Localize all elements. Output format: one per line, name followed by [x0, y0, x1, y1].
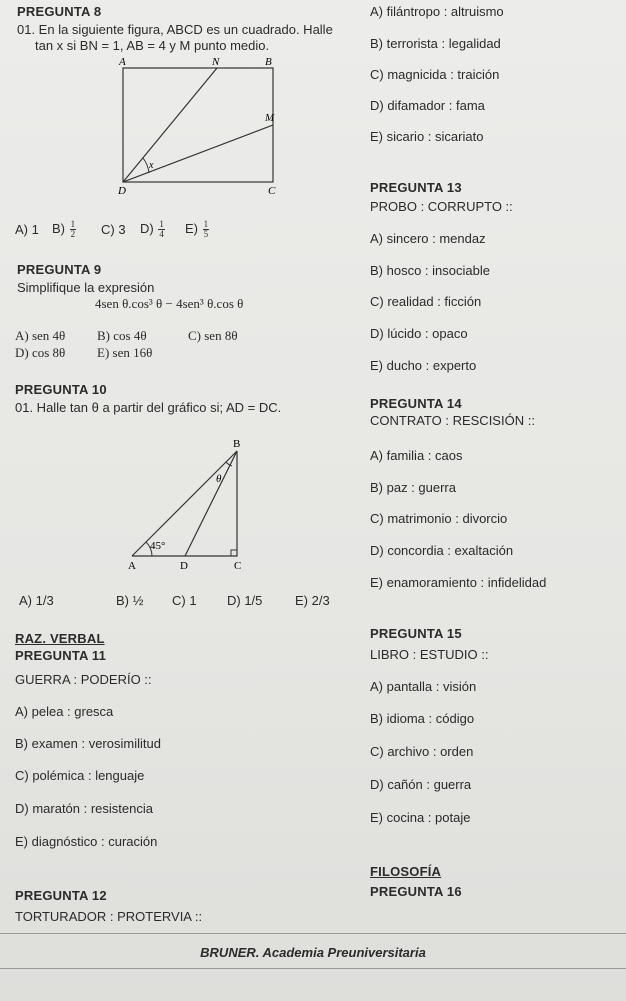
q11-option-a: A) pelea : gresca — [15, 704, 114, 719]
q10-option-e: E) 2/3 — [295, 593, 330, 608]
q9-option-c: C) sen 8θ — [188, 328, 238, 343]
q15-option-c: C) archivo : orden — [370, 744, 474, 759]
q9-option-e: E) sen 16θ — [97, 345, 153, 360]
q14-option-a: A) familia : caos — [370, 448, 463, 463]
q13-option-e: E) ducho : experto — [370, 358, 477, 373]
square-figure — [115, 56, 285, 196]
question-14-heading: PREGUNTA 14 — [370, 396, 462, 411]
question-12-stem: TORTURADOR : PROTERVIA :: — [15, 909, 203, 924]
q15-option-b: B) idioma : código — [370, 711, 475, 726]
q15-option-e: E) cocina : potaje — [370, 810, 471, 825]
fig8-label-M: M — [265, 112, 275, 124]
fig10-label-A: A — [128, 560, 136, 572]
q14-option-e: E) enamoramiento : infidelidad — [370, 575, 547, 590]
q15-option-d: D) cañón : guerra — [370, 777, 472, 792]
q13-option-a: A) sincero : mendaz — [370, 231, 486, 246]
q9-option-b: B) cos 4θ — [97, 328, 147, 343]
q13-option-b: B) hosco : insociable — [370, 263, 490, 278]
q10-option-d: D) 1/5 — [227, 593, 263, 608]
question-15-stem: LIBRO : ESTUDIO :: — [370, 647, 489, 662]
section-raz-verbal: RAZ. VERBAL — [15, 631, 105, 646]
question-9-expression: 4sen θ.cos³ θ − 4sen³ θ.cos θ — [95, 296, 244, 311]
question-16-heading: PREGUNTA 16 — [370, 884, 462, 899]
q10-option-a: A) 1/3 — [19, 593, 54, 608]
fig8-label-x: x — [149, 160, 154, 171]
q14-option-d: D) concordia : exaltación — [370, 543, 514, 558]
q8-option-c: C) 3 — [101, 222, 126, 237]
q8-option-a: A) 1 — [15, 222, 39, 237]
q14-option-c: C) matrimonio : divorcio — [370, 511, 508, 526]
question-8-text-line1: 01. En la siguiente figura, ABCD es un cuadrado. Halle — [17, 22, 333, 37]
fig10-label-B: B — [233, 438, 241, 450]
footer-title: BRUNER. Academia Preuniversitaria — [200, 945, 426, 960]
q11-option-b: B) examen : verosimilitud — [15, 736, 161, 751]
q10-option-c: C) 1 — [172, 593, 197, 608]
q15-option-a: A) pantalla : visión — [370, 679, 477, 694]
question-13-stem: PROBO : CORRUPTO :: — [370, 199, 513, 214]
question-9-heading: PREGUNTA 9 — [17, 262, 102, 277]
footer-divider-bottom — [0, 968, 626, 969]
q12-option-a: A) filántropo : altruismo — [370, 4, 504, 19]
q9-option-a: A) sen 4θ — [15, 328, 66, 343]
question-10-text: 01. Halle tan θ a partir del gráfico si; AD = DC. — [15, 400, 282, 415]
q11-option-e: E) diagnóstico : curación — [15, 834, 158, 849]
q14-option-b: B) paz : guerra — [370, 480, 456, 495]
question-9-text: Simplifique la expresión — [17, 280, 155, 295]
fig10-label-theta: θ — [216, 473, 222, 485]
fig8-label-D: D — [118, 185, 126, 196]
q12-option-d: D) difamador : fama — [370, 98, 485, 113]
footer-divider-top — [0, 933, 626, 934]
question-8-heading: PREGUNTA 8 — [17, 4, 102, 19]
triangle-figure — [120, 436, 260, 572]
question-15-heading: PREGUNTA 15 — [370, 626, 462, 641]
question-8-text-line2: tan x si BN = 1, AB = 4 y M punto medio. — [35, 38, 270, 53]
fig10-label-C: C — [234, 560, 242, 572]
q12-option-b: B) terrorista : legalidad — [370, 36, 501, 51]
fig8-label-N: N — [212, 56, 220, 68]
fig10-label-D: D — [180, 560, 188, 572]
q11-option-c: C) polémica : lenguaje — [15, 768, 145, 783]
q11-option-d: D) maratón : resistencia — [15, 801, 153, 816]
question-12-heading: PREGUNTA 12 — [15, 888, 107, 903]
fig8-label-C: C — [268, 185, 276, 196]
section-filosofia: FILOSOFÍA — [370, 864, 442, 879]
q13-option-c: C) realidad : ficción — [370, 294, 482, 309]
q8-option-e: E) $\frac{1}{5}$ — [185, 219, 209, 240]
question-13-heading: PREGUNTA 13 — [370, 180, 462, 195]
q10-option-b: B) ½ — [116, 593, 144, 608]
question-11-stem: GUERRA : PODERÍO :: — [15, 672, 152, 687]
q13-option-d: D) lúcido : opaco — [370, 326, 468, 341]
q8-option-b: B) $\frac{1}{2}$ — [52, 219, 76, 240]
question-14-stem: CONTRATO : RESCISIÓN :: — [370, 413, 535, 428]
q9-option-d: D) cos 8θ — [15, 345, 66, 360]
q12-option-e: E) sicario : sicariato — [370, 129, 484, 144]
question-11-heading: PREGUNTA 11 — [15, 648, 107, 663]
q8-option-d: D) $\frac{1}{4}$ — [140, 219, 164, 240]
fig8-label-B: B — [265, 56, 272, 68]
fig8-label-A: A — [119, 56, 126, 68]
q12-option-c: C) magnicida : traición — [370, 67, 500, 82]
fig10-label-45: 45° — [150, 540, 166, 552]
question-10-heading: PREGUNTA 10 — [15, 382, 107, 397]
